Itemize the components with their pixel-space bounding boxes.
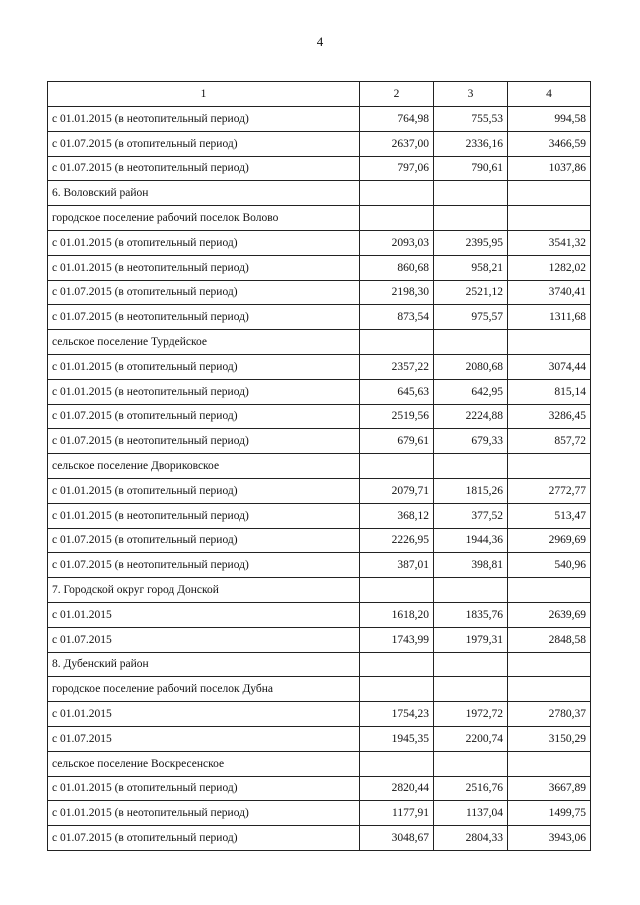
- value-cell-col3: 679,33: [434, 429, 508, 454]
- value-cell-col2: 2519,56: [360, 404, 434, 429]
- value-cell-col3: 2336,16: [434, 131, 508, 156]
- value-cell-col4: 513,47: [508, 503, 591, 528]
- value-cell-col2: 2357,22: [360, 354, 434, 379]
- value-cell-col2: 1618,20: [360, 602, 434, 627]
- value-cell-col4: 3074,44: [508, 354, 591, 379]
- description-cell: 7. Городской округ город Донской: [48, 578, 360, 603]
- value-cell-col2: [360, 652, 434, 677]
- table-row: [48, 156, 591, 181]
- value-cell-col4: 3466,59: [508, 131, 591, 156]
- value-cell-col4: 2772,77: [508, 478, 591, 503]
- value-cell-col2: 2079,71: [360, 478, 434, 503]
- column-header-3: 3: [434, 82, 508, 107]
- value-cell-col3: 958,21: [434, 255, 508, 280]
- value-cell-col3: [434, 677, 508, 702]
- value-cell-col2: [360, 751, 434, 776]
- table-row: [48, 751, 591, 776]
- table-row: [48, 503, 591, 528]
- value-cell-col3: 790,61: [434, 156, 508, 181]
- table-row: [48, 131, 591, 156]
- description-cell: с 01.01.2015 (в неотопительный период): [48, 255, 360, 280]
- value-cell-col4: 1282,02: [508, 255, 591, 280]
- description-cell: городское поселение рабочий поселок Дубна: [48, 677, 360, 702]
- description-cell: с 01.01.2015 (в неотопительный период): [48, 801, 360, 826]
- description-cell: с 01.07.2015 (в отопительный период): [48, 528, 360, 553]
- description-cell: с 01.01.2015: [48, 702, 360, 727]
- tariff-table: [47, 81, 591, 851]
- description-cell: с 01.01.2015: [48, 602, 360, 627]
- table-row: [48, 107, 591, 132]
- value-cell-col2: 1945,35: [360, 726, 434, 751]
- value-cell-col3: 2224,88: [434, 404, 508, 429]
- value-cell-col2: 2226,95: [360, 528, 434, 553]
- table-row: [48, 478, 591, 503]
- value-cell-col3: 755,53: [434, 107, 508, 132]
- value-cell-col4: 1311,68: [508, 305, 591, 330]
- value-cell-col2: [360, 181, 434, 206]
- value-cell-col3: 975,57: [434, 305, 508, 330]
- description-cell: сельское поселение Турдейское: [48, 330, 360, 355]
- value-cell-col4: [508, 751, 591, 776]
- value-cell-col4: [508, 652, 591, 677]
- value-cell-col4: [508, 677, 591, 702]
- value-cell-col2: 797,06: [360, 156, 434, 181]
- description-cell: с 01.07.2015 (в отопительный период): [48, 280, 360, 305]
- table-row: [48, 702, 591, 727]
- value-cell-col2: [360, 330, 434, 355]
- table-row: [48, 330, 591, 355]
- value-cell-col4: 994,58: [508, 107, 591, 132]
- value-cell-col2: [360, 454, 434, 479]
- description-cell: с 01.01.2015 (в неотопительный период): [48, 379, 360, 404]
- table-row: [48, 379, 591, 404]
- table-row: [48, 602, 591, 627]
- value-cell-col3: 1137,04: [434, 801, 508, 826]
- value-cell-col3: [434, 652, 508, 677]
- value-cell-col4: 3740,41: [508, 280, 591, 305]
- value-cell-col3: 2395,95: [434, 230, 508, 255]
- value-cell-col2: 860,68: [360, 255, 434, 280]
- column-header-1: 1: [48, 82, 360, 107]
- value-cell-col3: [434, 578, 508, 603]
- value-cell-col3: 1944,36: [434, 528, 508, 553]
- value-cell-col4: [508, 330, 591, 355]
- value-cell-col2: 2093,03: [360, 230, 434, 255]
- description-cell: с 01.07.2015 (в неотопительный период): [48, 553, 360, 578]
- value-cell-col2: 1743,99: [360, 627, 434, 652]
- value-cell-col3: 398,81: [434, 553, 508, 578]
- value-cell-col3: 1835,76: [434, 602, 508, 627]
- value-cell-col2: 368,12: [360, 503, 434, 528]
- value-cell-col3: [434, 206, 508, 231]
- description-cell: с 01.07.2015 (в неотопительный период): [48, 156, 360, 181]
- value-cell-col4: [508, 181, 591, 206]
- value-cell-col3: 1815,26: [434, 478, 508, 503]
- description-cell: с 01.01.2015 (в отопительный период): [48, 478, 360, 503]
- value-cell-col4: 3541,32: [508, 230, 591, 255]
- page-number: 4: [316, 34, 324, 49]
- value-cell-col2: 3048,67: [360, 826, 434, 851]
- description-cell: с 01.01.2015 (в отопительный период): [48, 776, 360, 801]
- value-cell-col2: 2637,00: [360, 131, 434, 156]
- value-cell-col2: [360, 578, 434, 603]
- description-cell: 8. Дубенский район: [48, 652, 360, 677]
- table-row: [48, 354, 591, 379]
- value-cell-col2: 1177,91: [360, 801, 434, 826]
- table-row: [48, 801, 591, 826]
- value-cell-col4: 2969,69: [508, 528, 591, 553]
- value-cell-col2: 645,63: [360, 379, 434, 404]
- table-row: [48, 280, 591, 305]
- value-cell-col4: 2848,58: [508, 627, 591, 652]
- table-row: [48, 429, 591, 454]
- table-row: [48, 454, 591, 479]
- table-row: [48, 627, 591, 652]
- description-cell: с 01.07.2015 (в отопительный период): [48, 131, 360, 156]
- table-row: [48, 206, 591, 231]
- description-cell: с 01.07.2015 (в отопительный период): [48, 826, 360, 851]
- table-row: [48, 826, 591, 851]
- value-cell-col4: [508, 206, 591, 231]
- value-cell-col4: 2780,37: [508, 702, 591, 727]
- value-cell-col3: [434, 330, 508, 355]
- value-cell-col2: 1754,23: [360, 702, 434, 727]
- table-row: [48, 528, 591, 553]
- description-cell: сельское поселение Двориковское: [48, 454, 360, 479]
- description-cell: с 01.07.2015 (в неотопительный период): [48, 305, 360, 330]
- description-cell: с 01.07.2015 (в неотопительный период): [48, 429, 360, 454]
- description-cell: 6. Воловский район: [48, 181, 360, 206]
- value-cell-col4: 540,96: [508, 553, 591, 578]
- value-cell-col2: 387,01: [360, 553, 434, 578]
- description-cell: сельское поселение Воскресенское: [48, 751, 360, 776]
- value-cell-col4: 2639,69: [508, 602, 591, 627]
- value-cell-col4: [508, 454, 591, 479]
- value-cell-col4: 3150,29: [508, 726, 591, 751]
- value-cell-col3: [434, 751, 508, 776]
- value-cell-col4: 857,72: [508, 429, 591, 454]
- value-cell-col4: 3943,06: [508, 826, 591, 851]
- value-cell-col3: [434, 181, 508, 206]
- value-cell-col3: 2521,12: [434, 280, 508, 305]
- table-row: [48, 404, 591, 429]
- value-cell-col3: 1972,72: [434, 702, 508, 727]
- value-cell-col4: [508, 578, 591, 603]
- table-row: [48, 578, 591, 603]
- value-cell-col2: 679,61: [360, 429, 434, 454]
- description-cell: городское поселение рабочий поселок Волово: [48, 206, 360, 231]
- value-cell-col2: 764,98: [360, 107, 434, 132]
- table-row: [48, 255, 591, 280]
- column-header-4: 4: [508, 82, 591, 107]
- value-cell-col3: 2804,33: [434, 826, 508, 851]
- value-cell-col2: 873,54: [360, 305, 434, 330]
- description-cell: с 01.01.2015 (в неотопительный период): [48, 503, 360, 528]
- value-cell-col3: 1979,31: [434, 627, 508, 652]
- value-cell-col3: 642,95: [434, 379, 508, 404]
- description-cell: с 01.07.2015: [48, 726, 360, 751]
- value-cell-col3: 2200,74: [434, 726, 508, 751]
- value-cell-col4: 3286,45: [508, 404, 591, 429]
- table-row: [48, 726, 591, 751]
- table-row: [48, 181, 591, 206]
- table-header-row: [48, 82, 591, 107]
- value-cell-col4: 3667,89: [508, 776, 591, 801]
- column-header-2: 2: [360, 82, 434, 107]
- value-cell-col2: 2820,44: [360, 776, 434, 801]
- table-row: [48, 652, 591, 677]
- value-cell-col4: 1037,86: [508, 156, 591, 181]
- description-cell: с 01.01.2015 (в неотопительный период): [48, 107, 360, 132]
- description-cell: с 01.01.2015 (в отопительный период): [48, 230, 360, 255]
- value-cell-col3: 2516,76: [434, 776, 508, 801]
- value-cell-col3: 377,52: [434, 503, 508, 528]
- description-cell: с 01.01.2015 (в отопительный период): [48, 354, 360, 379]
- table-row: [48, 230, 591, 255]
- table-row: [48, 677, 591, 702]
- description-cell: с 01.07.2015 (в отопительный период): [48, 404, 360, 429]
- value-cell-col2: [360, 677, 434, 702]
- table-row: [48, 553, 591, 578]
- value-cell-col3: 2080,68: [434, 354, 508, 379]
- value-cell-col4: 815,14: [508, 379, 591, 404]
- value-cell-col2: [360, 206, 434, 231]
- table-row: [48, 776, 591, 801]
- value-cell-col3: [434, 454, 508, 479]
- value-cell-col4: 1499,75: [508, 801, 591, 826]
- value-cell-col2: 2198,30: [360, 280, 434, 305]
- table-row: [48, 305, 591, 330]
- description-cell: с 01.07.2015: [48, 627, 360, 652]
